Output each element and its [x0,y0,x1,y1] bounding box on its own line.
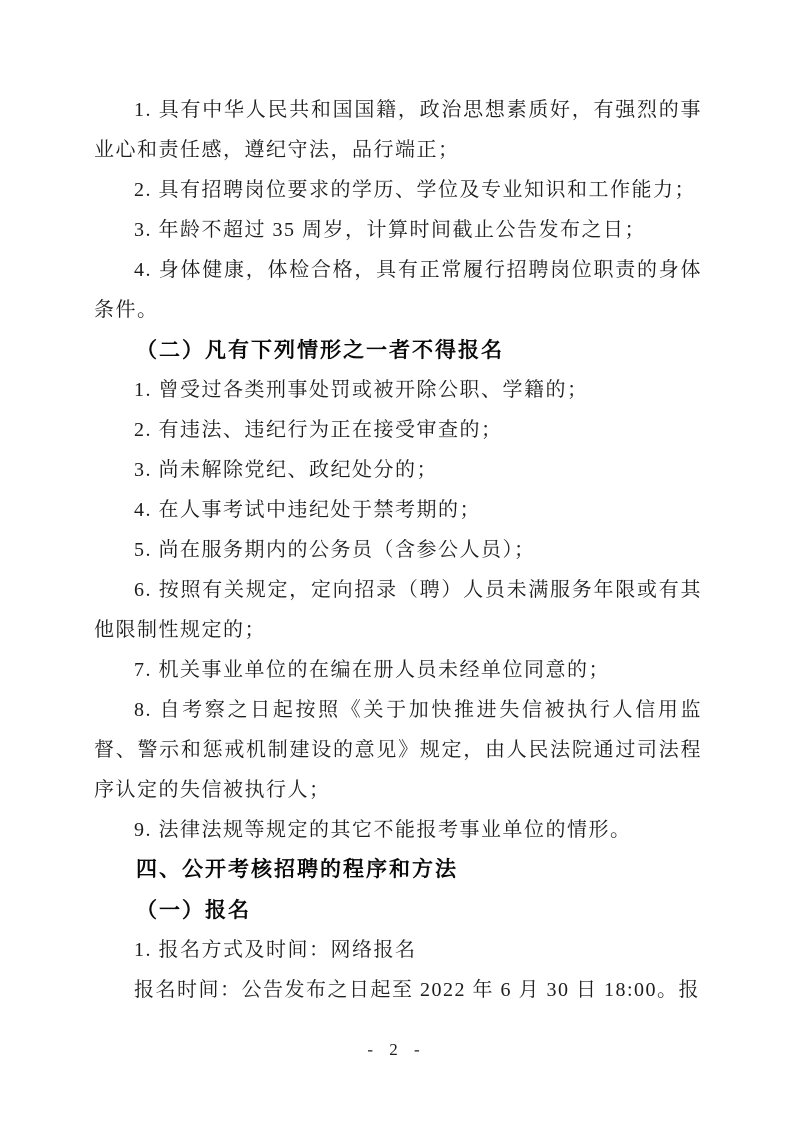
document-body [94,90,702,1010]
para-eligibility-2: 2. 具有招聘岗位要求的学历、学位及专业知识和工作能力； [134,179,696,201]
para-disqualification-4: 4. 在人事考试中违纪处于禁考期的； [134,499,481,521]
para-disqualification-3: 3. 尚未解除党纪、政纪处分的； [134,459,438,481]
para-disqualification-8: 8. 自考察之日起按照《关于加快推进失信被执行人信用监督、警示和惩戒机制建设的意见》规定，由人民法院通过司法程序认定的失信被执行人； [94,699,702,801]
para-eligibility-1: 1. 具有中华人民共和国国籍，政治思想素质好，有强烈的事业心和责任感，遵纪守法，品行端正； [94,99,702,161]
para-disqualification-7: 7. 机关事业单位的在编在册人员未经单位同意的； [134,659,610,681]
para-registration-method: 1. 报名方式及时间：网络报名 [134,939,417,961]
heading-subsection-1-registration: （一）报名 [136,898,251,922]
heading-section-2-disqualification: （二）凡有下列情形之一者不得报名 [136,338,504,362]
heading-section-4-procedure: 四、公开考核招聘的程序和方法 [136,858,458,881]
para-registration-time: 报名时间：公告发布之日起至 2022 年 6 月 30 日 18:00。报 [134,979,701,1001]
para-disqualification-1: 1. 曾受过各类刑事处罚或被开除公职、学籍的； [134,379,589,401]
page-number: - 2 - [367,1040,426,1059]
para-eligibility-4: 4. 身体健康，体检合格，具有正常履行招聘岗位职责的身体条件。 [94,259,702,321]
para-disqualification-2: 2. 有违法、违纪行为正在接受审查的； [134,419,503,441]
para-disqualification-6: 6. 按照有关规定，定向招录（聘）人员未满服务年限或有其他限制性规定的； [94,579,702,641]
para-disqualification-5: 5. 尚在服务期内的公务员（含参公人员）； [134,539,536,561]
para-eligibility-3: 3. 年龄不超过 35 周岁，计算时间截止公告发布之日； [134,219,646,241]
para-disqualification-9: 9. 法律法规等规定的其它不能报考事业单位的情形。 [134,819,632,841]
